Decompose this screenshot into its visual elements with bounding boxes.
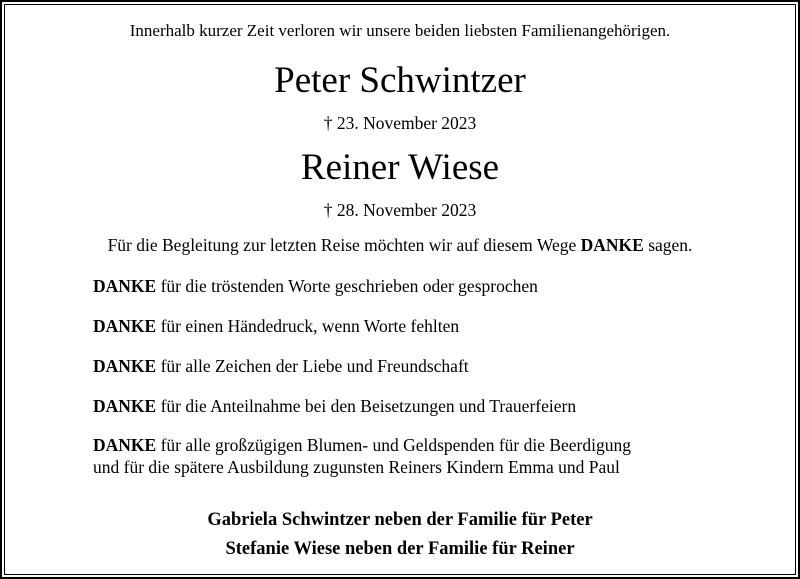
thanks-item-continuation: und für die spätere Ausbildung zugunsten Reiners Kindern Emma und Paul (93, 457, 620, 477)
thanks-item-text: für die Anteilnahme bei den Beisetzungen und Trauerfeiern (156, 396, 577, 416)
danke-word: DANKE (93, 396, 157, 416)
thanks-intro-danke: DANKE (580, 235, 644, 255)
thanks-item-text: für alle Zeichen der Liebe und Freundschaft (156, 356, 469, 376)
thanks-item (93, 395, 773, 417)
death-date-reiner: † 28. November 2023 (323, 200, 477, 220)
thanks-item (93, 355, 773, 377)
thanks-intro-text: Für die Begleitung zur letzten Reise möchten wir auf diesem Wege (107, 235, 581, 255)
thanks-intro (0, 235, 800, 256)
death-date-peter: † 23. November 2023 (323, 113, 477, 133)
danke-word: DANKE (93, 316, 157, 336)
thanks-item (93, 275, 773, 297)
deceased-name-reiner: Reiner Wiese (300, 147, 500, 188)
thanks-item (93, 434, 773, 456)
thanks-item (93, 315, 773, 337)
deceased-name-peter: Peter Schwintzer (274, 60, 526, 101)
thanks-intro-end: sagen. (643, 235, 693, 255)
danke-word: DANKE (93, 435, 157, 455)
intro-text: Innerhalb kurzer Zeit verloren wir unsere beiden liebsten Familienangehörigen. (129, 21, 671, 40)
signature-stefanie: Stefanie Wiese neben der Familie für Reiner (225, 539, 575, 559)
thanks-item-text: für die tröstenden Worte geschrieben oder gesprochen (156, 276, 538, 296)
danke-word: DANKE (93, 356, 157, 376)
thanks-item-text: für einen Händedruck, wenn Worte fehlten (156, 316, 460, 336)
thanks-item-text: für alle großzügigen Blumen- und Geldspenden für die Beerdigung (156, 435, 632, 455)
danke-word: DANKE (93, 276, 157, 296)
signature-gabriela: Gabriela Schwintzer neben der Familie für Peter (207, 510, 593, 530)
